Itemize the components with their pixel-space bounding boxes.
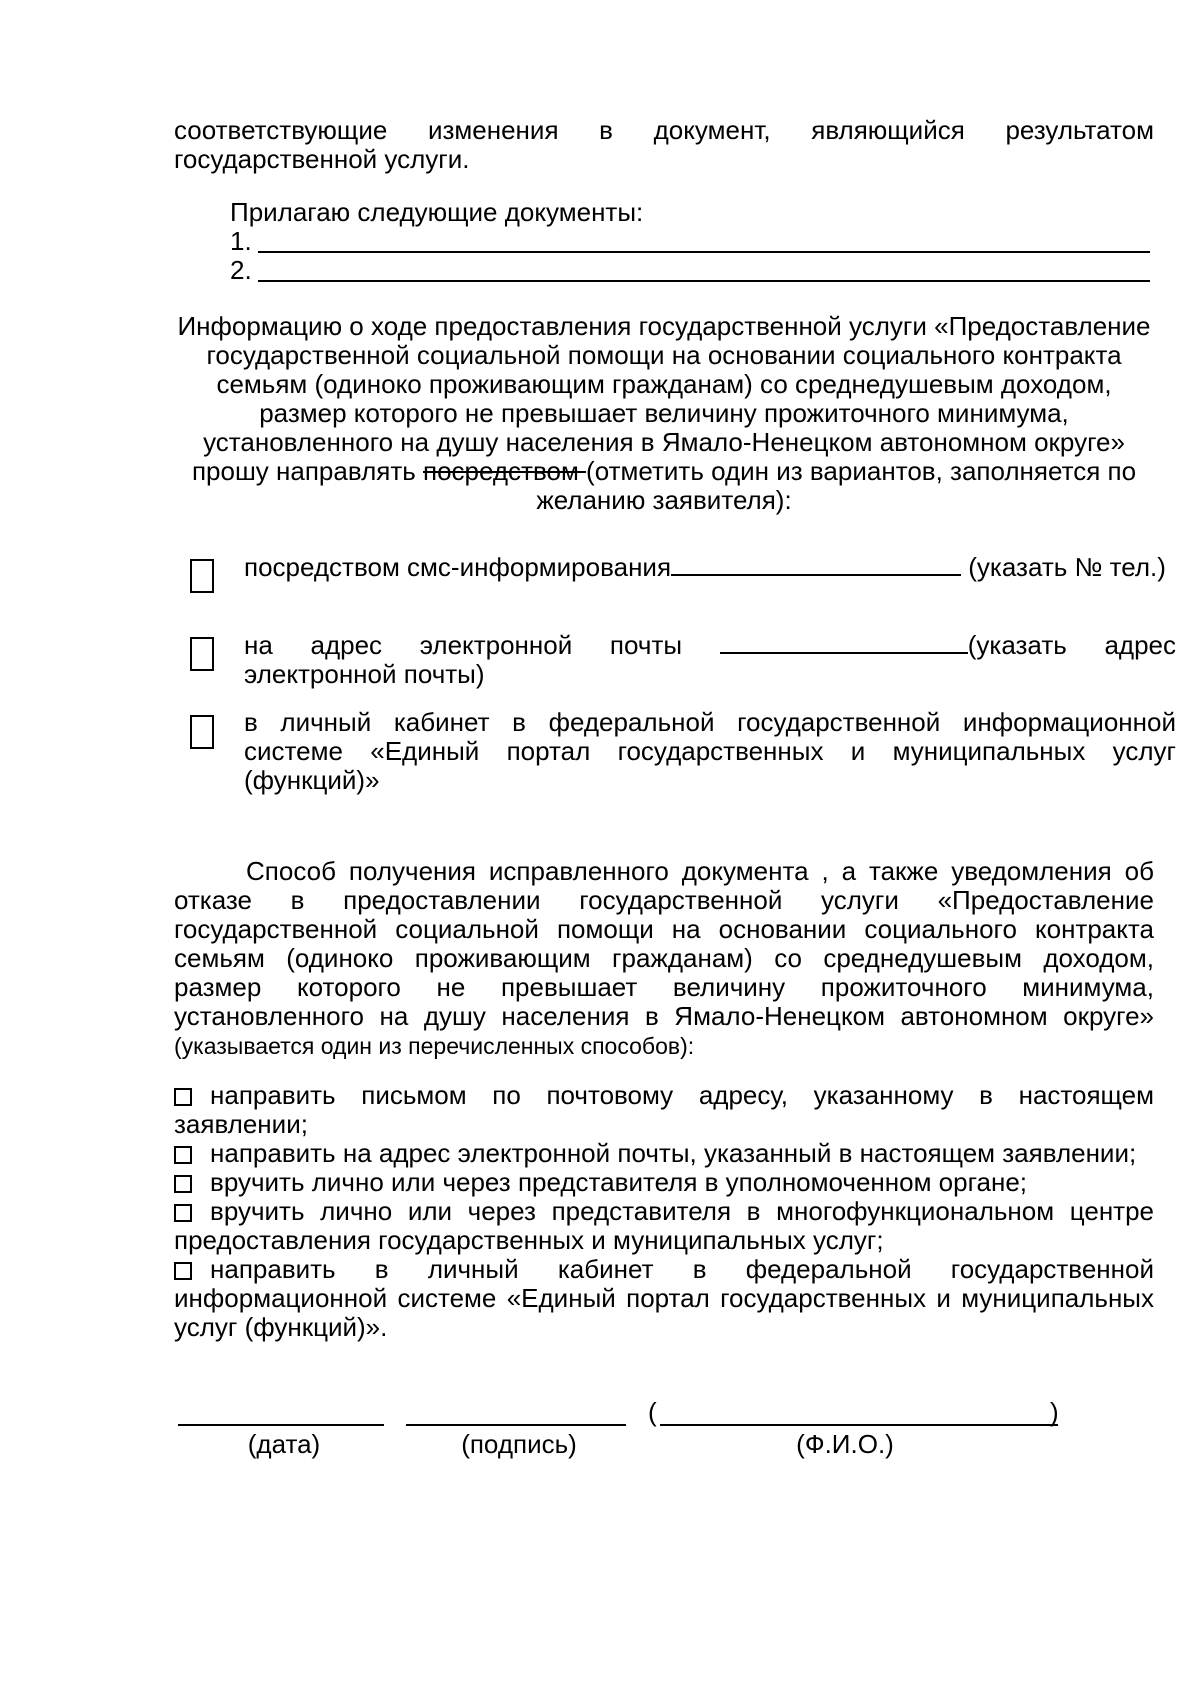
method-text: Способ получения исправленного документа , а также уведомления об отказе в предоставлении государственной услуги «Предоставление государственной социальной помощи на основании социального контракта семьям (одиноко проживающим гражданам) со среднедушевым доходом, размер которого не превышает величину прожиточного минимума, установленного на душу населения в Ямало-Ненецком автономном округе» <box>174 856 1154 1031</box>
signature-blank[interactable] <box>406 1424 626 1426</box>
attachments-section <box>230 198 1150 285</box>
delivery-option-post <box>174 1081 1154 1139</box>
attachment-number: 1. <box>230 226 252 256</box>
full-name-blank[interactable] <box>660 1424 1058 1426</box>
delivery-option-email <box>174 1139 1154 1168</box>
info-option-email <box>190 630 1180 689</box>
info-text-before: Информацию о ходе предоставления государственной услуги «Предоставление государственной социальной помощи на основании социального контракта семьям (одиноко проживающим гражданам) со среднедушевым доходом, размер которого не превышает величину прожиточного минимума, установленного на душу населения в Ямало-Ненецком автономном округе» прошу направлять <box>177 311 1151 486</box>
delivery-option-text: вручить лично или через представителя в многофункциональном центре предоставления государственных и муниципальных услуг; <box>174 1196 1154 1255</box>
delivery-method-paragraph <box>174 857 1154 1061</box>
cabinet-label: в личный кабинет в федеральной государственной информационной системе «Единый портал государственных и муниципальных услуг (функций)» <box>244 707 1176 795</box>
full-name-label: (Ф.И.О.) <box>796 1429 894 1459</box>
post-checkbox[interactable] <box>174 1088 192 1106</box>
email-blank[interactable] <box>720 630 968 654</box>
signature-label: (подпись) <box>461 1429 577 1459</box>
delivery-option-authority <box>174 1168 1154 1197</box>
email-label: на адрес электронной почты <box>244 630 720 660</box>
continuation-paragraph: соответствующие изменения в документ, являющийся результатом государственной услуги. <box>174 115 1154 174</box>
delivery-option-text: направить письмом по почтовому адресу, указанному в настоящем заявлении; <box>174 1080 1154 1139</box>
info-option-text <box>244 630 1176 689</box>
date-label: (дата) <box>247 1429 321 1459</box>
delivery-option-portal <box>174 1255 1154 1342</box>
method-note: (указывается один из перечисленных способов): <box>174 1033 695 1059</box>
email-hint: (указать адрес электронной почты) <box>244 630 1177 689</box>
attachment-line-2[interactable] <box>230 256 1150 285</box>
open-paren: ( <box>648 1397 657 1427</box>
attachment-number: 2. <box>230 255 252 285</box>
info-option-sms <box>190 552 1180 593</box>
email-delivery-checkbox[interactable] <box>174 1146 192 1164</box>
info-option-cabinet <box>190 708 1180 795</box>
delivery-option-mfc <box>174 1197 1154 1255</box>
authority-checkbox[interactable] <box>174 1175 192 1193</box>
info-option-text <box>244 552 1176 593</box>
struck-word: посредством <box>423 456 587 486</box>
email-checkbox[interactable] <box>190 637 214 671</box>
attachments-heading: Прилагаю следующие документы: <box>230 197 644 227</box>
date-blank[interactable] <box>178 1424 384 1426</box>
close-paren: ) <box>1050 1397 1059 1427</box>
sms-hint: (указать № тел.) <box>961 552 1166 582</box>
attachment-blank[interactable] <box>258 279 1150 282</box>
delivery-option-text: вручить лично или через представителя в уполномоченном органе; <box>210 1167 1028 1197</box>
delivery-options <box>174 1081 1154 1342</box>
portal-checkbox[interactable] <box>174 1262 192 1280</box>
delivery-option-text: направить на адрес электронной почты, указанный в настоящем заявлении; <box>210 1138 1137 1168</box>
sms-checkbox[interactable] <box>190 559 214 593</box>
attachment-line-1[interactable] <box>230 227 1150 256</box>
cabinet-checkbox[interactable] <box>190 715 214 749</box>
info-text-after: (отметить один из вариантов, заполняется по желанию заявителя): <box>536 456 1137 515</box>
mfc-checkbox[interactable] <box>174 1204 192 1222</box>
attachment-blank[interactable] <box>258 250 1150 253</box>
phone-blank[interactable] <box>671 552 961 576</box>
sms-label: посредством смс-информирования <box>244 552 672 582</box>
delivery-option-text: направить в личный кабинет в федеральной государственной информационной системе «Единый портал государственных и муниципальных услуг (функций)». <box>174 1254 1154 1342</box>
info-request-paragraph <box>172 312 1156 515</box>
